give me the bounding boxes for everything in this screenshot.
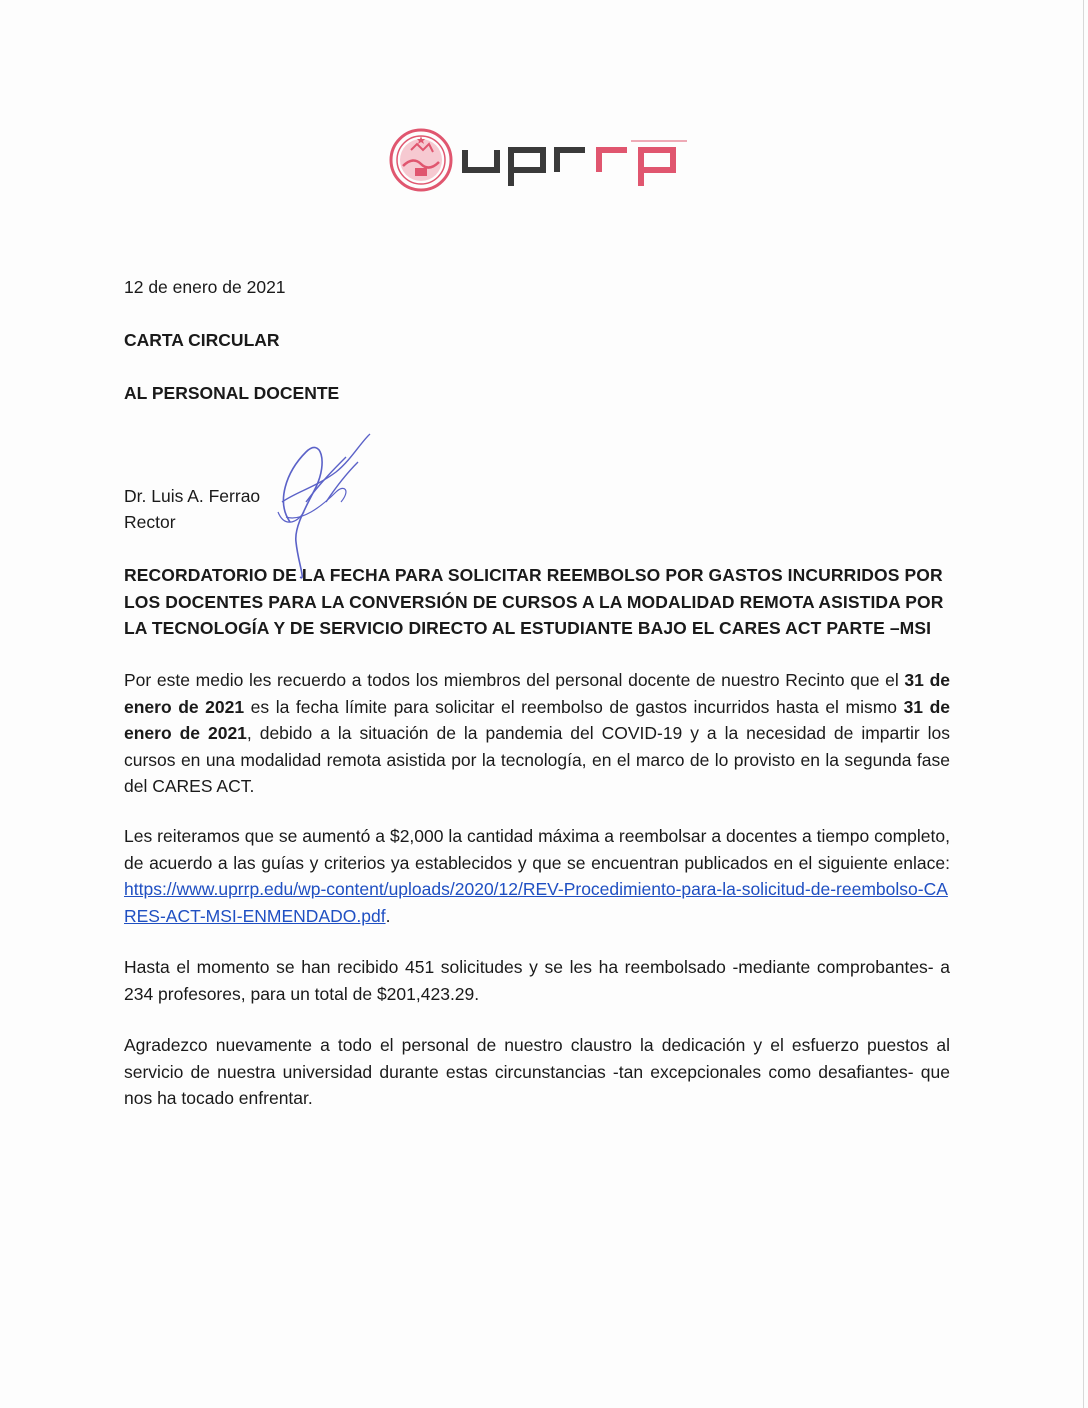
subject-heading: RECORDATORIO DE LA FECHA PARA SOLICITAR REEMBOLSO POR GASTOS INCURRIDOS POR LOS DOCENTES PARA LA CONVERSIÓN DE CURSOS A LA MODALIDAD REMOTA ASISTIDA POR LA TECNOLOGÍA Y DE SERVICIO DIRECTO AL ESTUDIANTE BAJO EL CARES ACT PARTE –MSI [124, 565, 944, 638]
p1-text-a: Por este medio les recuerdo a todos los miembros del personal docente de nuestro Recinto que el [124, 670, 905, 690]
p1-text-e: , debido a la situación de la pandemia del COVID-19 y a la necesidad de impartir los cursos en una modalidad remota asistida por la tecnología, en el marco de lo provisto en la segunda fase del CARES ACT. [124, 723, 950, 796]
procedure-link[interactable]: https://www.uprrp.edu/wp-content/uploads/2020/12/REV-Procedimiento-para-la-solicitud-de-reembolso-CARES-ACT-MSI-ENMENDADO.pdf [124, 879, 948, 926]
paragraph-thanks: Agradezco nuevamente a todo el personal de nuestro claustro la dedicación y el esfuerzo puestos al servicio de nuestra universidad durante estas circunstancias -tan excepcionales como desafiantes- que nos ha tocado enfrentar. [124, 1035, 950, 1108]
recipient-line: AL PERSONAL DOCENTE [124, 383, 340, 403]
university-seal-icon [389, 128, 453, 192]
paragraph-status: Hasta el momento se han recibido 451 solicitudes y se les ha reembolsado -mediante comprobantes- a 234 profesores, para un total de $201,423.29. [124, 957, 950, 1004]
uprrp-logo [389, 128, 689, 194]
handwritten-signature [266, 432, 376, 582]
scan-edge [1083, 0, 1084, 1408]
sender-title: Rector [124, 512, 176, 532]
p1-text-c: es la fecha límite para solicitar el reembolso de gastos incurridos hasta el mismo [244, 696, 904, 717]
p2-text-b: . [385, 905, 391, 926]
p2-text-a: Les reiteramos que se aumentó a $2,000 la cantidad máxima a reembolsar a docentes a tiempo completo, de acuerdo a las guías y criterios ya establecidos y que se encuentran publicados en el siguiente enlace: [124, 826, 950, 873]
sender-name: Dr. Luis A. Ferrao [124, 486, 261, 506]
paragraph-deadline [124, 667, 950, 800]
paragraph-max-amount [124, 823, 950, 929]
deadline-date-1: 31 de enero de 2021 [124, 670, 950, 717]
letter-date: 12 de enero de 2021 [124, 277, 286, 297]
document-type: CARTA CIRCULAR [124, 330, 280, 350]
deadline-date-2: 31 de enero de 2021 [124, 696, 951, 743]
uprrp-wordmark [461, 136, 691, 188]
